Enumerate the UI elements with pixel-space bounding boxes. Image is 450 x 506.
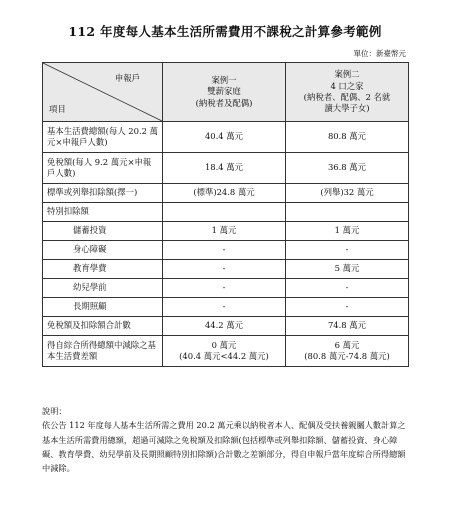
case1-value: 44.2 萬元 <box>163 317 286 336</box>
table-row <box>43 336 409 367</box>
case2-header <box>286 63 409 122</box>
diag-top-label: 申報戶 <box>114 73 140 83</box>
case2-difference: 6 萬元 <box>334 339 360 350</box>
table-row <box>43 260 409 279</box>
table-row <box>43 184 409 203</box>
case2-name: 案例二 <box>334 69 360 80</box>
case1-value <box>163 203 286 222</box>
case1-name: 案例一 <box>211 74 237 85</box>
diag-bottom-label: 項目 <box>49 103 66 114</box>
row-label: 身心障礙 <box>43 241 163 260</box>
case1-value: (標準)24.8 萬元 <box>163 184 286 203</box>
row-label: 儲蓄投資 <box>43 222 163 241</box>
table-row <box>43 222 409 241</box>
row-label: 基本生活費總額(每人 20.2 萬元×申報戶人數) <box>43 122 163 153</box>
case1-value <box>163 336 286 367</box>
table-row <box>43 122 409 153</box>
case2-value <box>286 203 409 222</box>
case2-value: - <box>286 279 409 298</box>
calculation-table <box>42 62 409 367</box>
row-label: 特別扣除額 <box>43 203 163 222</box>
case1-value: - <box>163 298 286 317</box>
case2-value: - <box>286 298 409 317</box>
row-label: 幼兒學前 <box>43 279 163 298</box>
case1-value: - <box>163 241 286 260</box>
case2-members-line1: (納稅者、配偶、2 名就 <box>303 92 391 102</box>
case1-header <box>163 63 286 122</box>
case1-value: 18.4 萬元 <box>163 153 286 184</box>
notes-heading: 說明： <box>42 406 67 416</box>
case2-value <box>286 336 409 367</box>
table-row <box>43 153 409 184</box>
table-row <box>43 241 409 260</box>
notes-body: 依公告 112 年度每人基本生活所需之費用 20.2 萬元乘以納稅者本人、配偶及受扶養親屬人數計算之基本生活所需費用總額，超過可減除之免稅額及扣除額(包括標準或列舉扣除額、儲蓄投資、身心障礙、教育學費、幼兒學前及長期照顧特別扣除額)合計數之差額部分，得自申報戶當年度綜合所得總額中減除。 <box>42 420 406 474</box>
case1-value: - <box>163 279 286 298</box>
case1-value: - <box>163 260 286 279</box>
case2-difference-formula: (80.8 萬元-74.8 萬元) <box>304 351 390 361</box>
case2-value: - <box>286 241 409 260</box>
case2-type: 4 口之家 <box>330 80 364 91</box>
row-label: 得自綜合所得總額中減除之基本生活費差額 <box>43 336 163 367</box>
case2-value: 80.8 萬元 <box>286 122 409 153</box>
case2-value: 74.8 萬元 <box>286 317 409 336</box>
case2-value: 36.8 萬元 <box>286 153 409 184</box>
table-row <box>43 279 409 298</box>
case2-value: 1 萬元 <box>286 222 409 241</box>
case1-type: 雙薪家庭 <box>207 86 241 97</box>
row-label: 免稅額(每人 9.2 萬元×申報戶人數) <box>43 153 163 184</box>
row-label: 標準或列舉扣除額(擇一) <box>43 184 163 203</box>
case2-value: 5 萬元 <box>286 260 409 279</box>
document-title: 112 年度每人基本生活所需費用不課稅之計算參考範例 <box>68 24 382 39</box>
diagonal-header-cell <box>43 63 163 122</box>
table-row <box>43 298 409 317</box>
table-header-row <box>43 63 409 122</box>
case1-members: (納稅者及配偶) <box>195 97 253 108</box>
case1-value: 40.4 萬元 <box>163 122 286 153</box>
table-row <box>43 317 409 336</box>
case1-difference: 0 萬元 <box>211 339 237 350</box>
case1-value: 1 萬元 <box>163 222 286 241</box>
case2-value: (列舉)32 萬元 <box>286 184 409 203</box>
row-label: 免稅額及扣除額合計數 <box>43 317 163 336</box>
row-label: 教育學費 <box>43 260 163 279</box>
table-row <box>43 203 409 222</box>
case1-difference-formula: (40.4 萬元<44.2 萬元) <box>179 351 269 361</box>
case2-members-line2: 讀大學子女) <box>324 103 370 114</box>
notes-section <box>42 404 412 476</box>
row-label: 長期照顧 <box>43 298 163 317</box>
currency-unit: 單位：新臺幣元 <box>353 49 406 58</box>
